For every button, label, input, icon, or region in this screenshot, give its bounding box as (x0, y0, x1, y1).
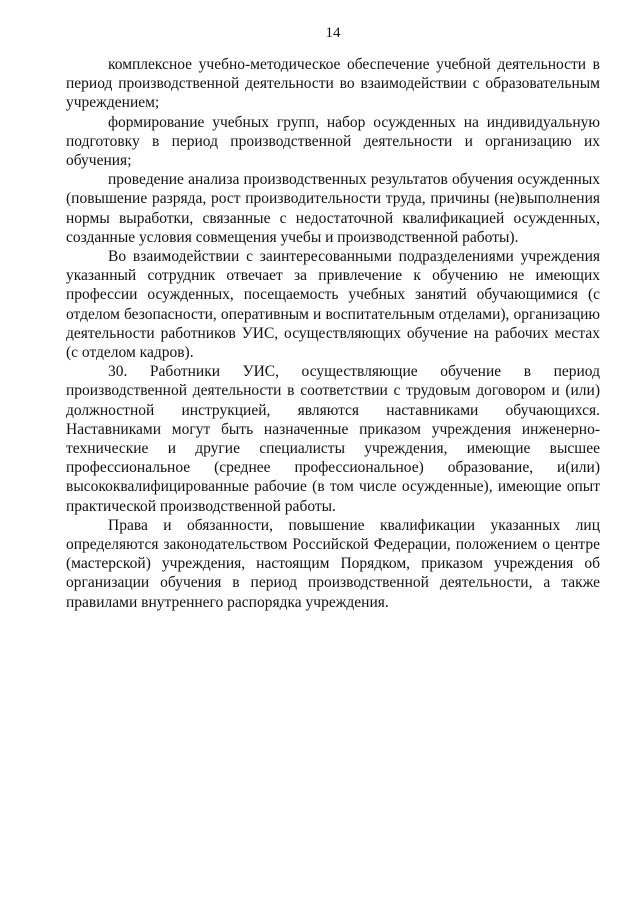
paragraph-item-30-mentors: 30. Работники УИС, осуществляющие обучение в период производственной деятельности в соответствии с трудовым договором и (или) должностной инструкцией, являются наставниками обучающихся. Наставниками могут быть назначенные приказом учреждения инженерно-технические и другие специалисты учреждения, имеющие высшее профессиональное (среднее профессиональное) образование, и(или) высококвалифицированные рабочие (в том числе осужденные), имеющие опыт практической производственной работы. (66, 363, 600, 515)
page-number: 14 (325, 25, 341, 41)
paragraph-methodological-support: комплексное учебно-методическое обеспечение учебной деятельности в период производственной деятельности во взаимодействии с образовательным учреждением; (66, 56, 600, 112)
paragraph-results-analysis: проведение анализа производственных результатов обучения осужденных (повышение разряда, рост производительности труда, причины (не)выполнения нормы выработки, связанные с недостаточной квалификацией осужденных, созданные условия совмещения учебы и производственной работы). (66, 171, 600, 246)
paragraph-rights-duties: Права и обязанности, повышение квалификации указанных лиц определяются законодательством Российской Федерации, положением о центре (мастерской) учреждения, настоящим Порядком, приказом учреждения об организации обучения в период производственной деятельности, а также правилами внутреннего распорядка учреждения. (66, 516, 600, 611)
paragraph-group-formation: формирование учебных групп, набор осужденных на индивидуальную подготовку в период производственной деятельности и организацию их обучения; (66, 113, 600, 170)
paragraph-interaction-departments: Во взаимодействии с заинтересованными подразделениями учреждения указанный сотрудник отвечает за привлечение к обучению не имеющих профессии осужденных, посещаемость учебных занятий обучающимися (с отделом безопасности, оперативным и воспитательным отделами), организацию деятельности работников УИС, осуществляющих обучение на рабочих местах (с отделом кадров). (66, 248, 600, 362)
